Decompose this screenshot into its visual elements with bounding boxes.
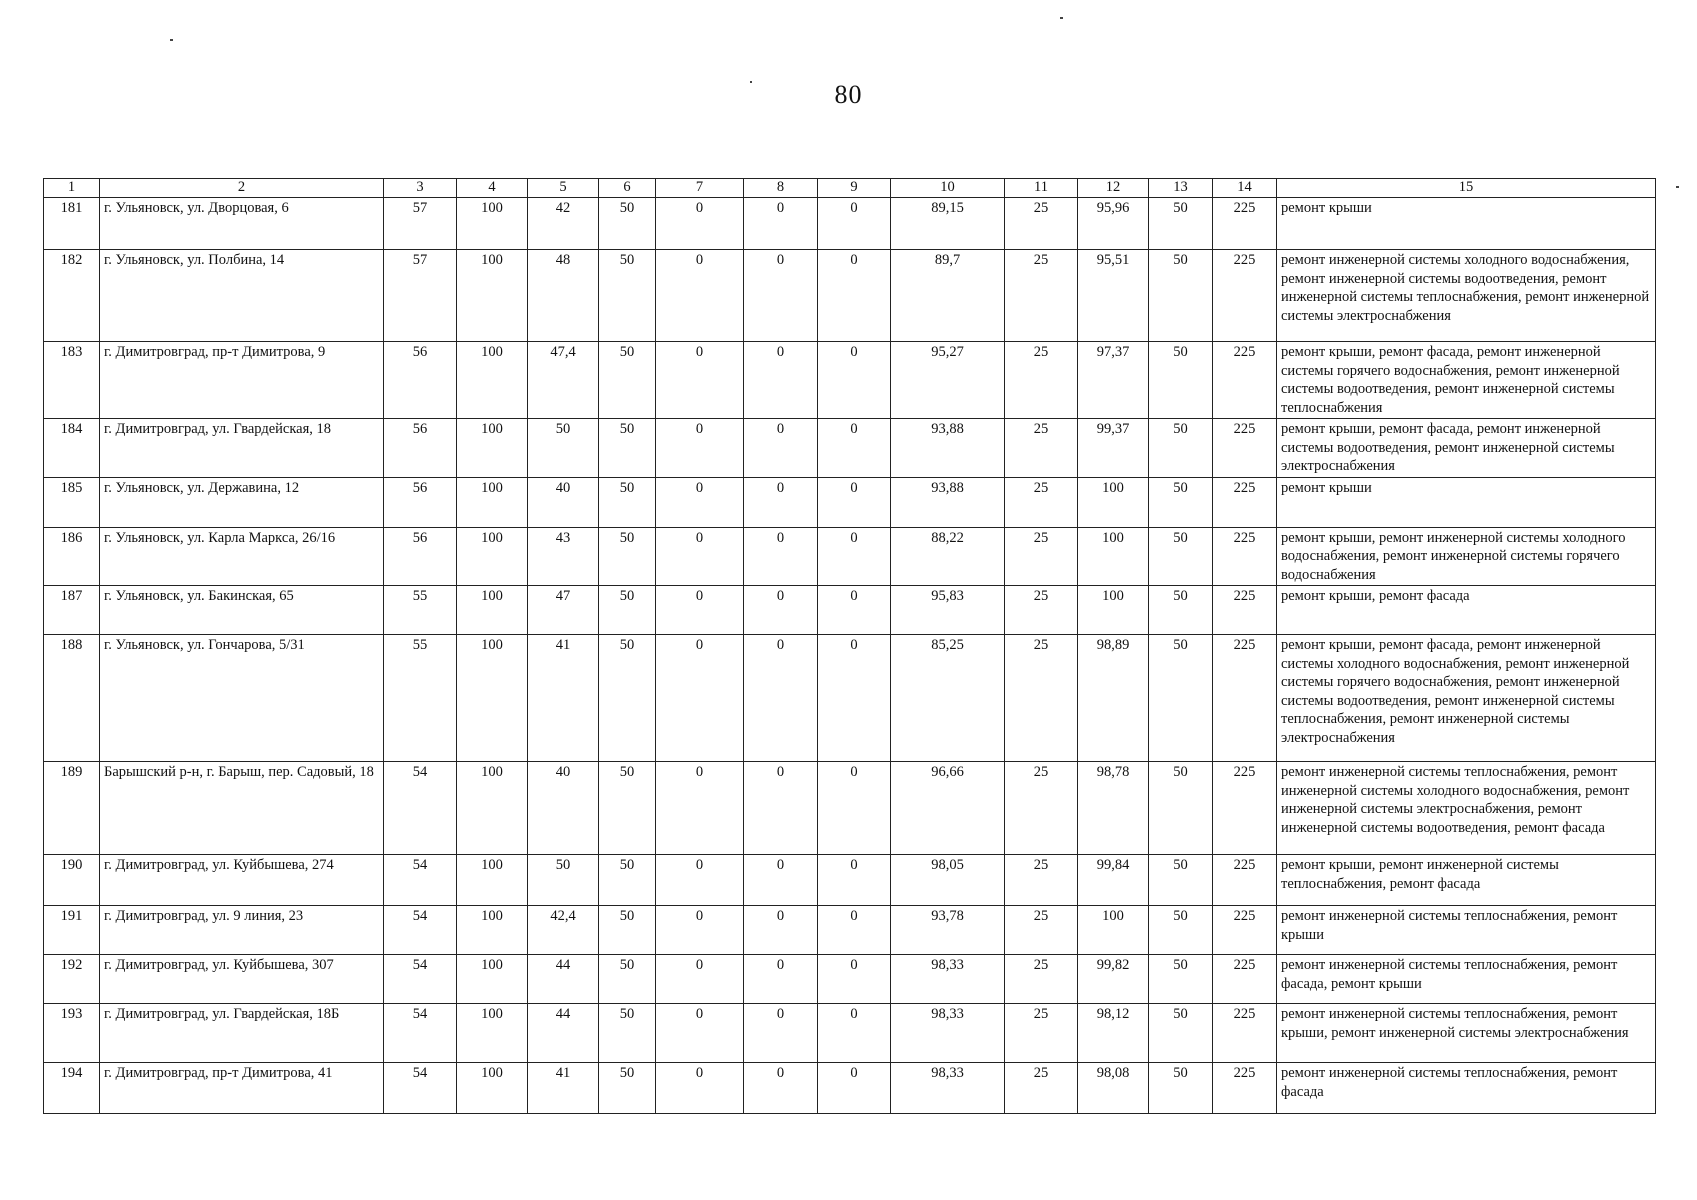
value-cell-col13: 50 [1149, 1063, 1213, 1114]
value-cell-col7: 0 [656, 342, 744, 419]
value-cell-col6: 50 [599, 635, 656, 762]
value-cell-col8: 0 [744, 419, 818, 478]
row-number: 194 [44, 1063, 100, 1114]
column-header-4: 4 [457, 179, 528, 198]
value-cell-col12: 98,78 [1078, 762, 1149, 855]
repair-program-table [43, 178, 1656, 1114]
value-cell-col7: 0 [656, 955, 744, 1004]
value-cell-col6: 50 [599, 762, 656, 855]
value-cell-col12: 100 [1078, 477, 1149, 527]
value-cell-col7: 0 [656, 1004, 744, 1063]
value-cell-col3: 56 [384, 342, 457, 419]
address-cell: г. Ульяновск, ул. Державина, 12 [100, 477, 384, 527]
value-cell-col9: 0 [818, 198, 891, 250]
value-cell-col10: 88,22 [891, 527, 1005, 586]
value-cell-col4: 100 [457, 855, 528, 906]
value-cell-col14: 225 [1213, 1004, 1277, 1063]
row-number: 191 [44, 906, 100, 955]
value-cell-col11: 25 [1005, 906, 1078, 955]
value-cell-col5: 41 [528, 635, 599, 762]
row-number: 186 [44, 527, 100, 586]
value-cell-col8: 0 [744, 477, 818, 527]
value-cell-col7: 0 [656, 906, 744, 955]
value-cell-col11: 25 [1005, 342, 1078, 419]
value-cell-col13: 50 [1149, 527, 1213, 586]
works-cell: ремонт инженерной системы теплоснабжения, ремонт инженерной системы холодного водоснабжения, ремонт инженерной системы электроснабжения, ремонт инженерной системы водоотведения, ремонт фасада [1277, 762, 1656, 855]
value-cell-col8: 0 [744, 342, 818, 419]
value-cell-col6: 50 [599, 855, 656, 906]
scan-speck [1060, 17, 1063, 19]
address-cell: г. Димитровград, пр-т Димитрова, 41 [100, 1063, 384, 1114]
value-cell-col6: 50 [599, 1004, 656, 1063]
value-cell-col3: 56 [384, 419, 457, 478]
value-cell-col14: 225 [1213, 477, 1277, 527]
table-row [44, 419, 1656, 478]
value-cell-col6: 50 [599, 906, 656, 955]
value-cell-col4: 100 [457, 1004, 528, 1063]
value-cell-col13: 50 [1149, 198, 1213, 250]
value-cell-col14: 225 [1213, 906, 1277, 955]
value-cell-col11: 25 [1005, 477, 1078, 527]
table-row [44, 635, 1656, 762]
column-header-10: 10 [891, 179, 1005, 198]
value-cell-col12: 99,84 [1078, 855, 1149, 906]
value-cell-col6: 50 [599, 586, 656, 635]
value-cell-col6: 50 [599, 419, 656, 478]
value-cell-col14: 225 [1213, 1063, 1277, 1114]
value-cell-col8: 0 [744, 906, 818, 955]
value-cell-col3: 55 [384, 635, 457, 762]
value-cell-col9: 0 [818, 342, 891, 419]
value-cell-col5: 50 [528, 419, 599, 478]
column-header-9: 9 [818, 179, 891, 198]
value-cell-col4: 100 [457, 906, 528, 955]
value-cell-col12: 99,37 [1078, 419, 1149, 478]
value-cell-col14: 225 [1213, 586, 1277, 635]
value-cell-col7: 0 [656, 635, 744, 762]
value-cell-col14: 225 [1213, 419, 1277, 478]
value-cell-col6: 50 [599, 527, 656, 586]
value-cell-col4: 100 [457, 342, 528, 419]
column-header-7: 7 [656, 179, 744, 198]
value-cell-col6: 50 [599, 477, 656, 527]
value-cell-col7: 0 [656, 586, 744, 635]
table-row [44, 586, 1656, 635]
value-cell-col7: 0 [656, 527, 744, 586]
table-body [44, 198, 1656, 1114]
address-cell: Барышский р-н, г. Барыш, пер. Садовый, 18 [100, 762, 384, 855]
address-cell: г. Ульяновск, ул. Дворцовая, 6 [100, 198, 384, 250]
address-cell: г. Димитровград, ул. Гвардейская, 18 [100, 419, 384, 478]
column-header-5: 5 [528, 179, 599, 198]
value-cell-col3: 54 [384, 762, 457, 855]
row-number: 181 [44, 198, 100, 250]
value-cell-col11: 25 [1005, 1004, 1078, 1063]
row-number: 185 [44, 477, 100, 527]
value-cell-col13: 50 [1149, 250, 1213, 342]
value-cell-col3: 54 [384, 1063, 457, 1114]
value-cell-col8: 0 [744, 762, 818, 855]
value-cell-col3: 57 [384, 198, 457, 250]
table-row [44, 342, 1656, 419]
value-cell-col4: 100 [457, 250, 528, 342]
table-row [44, 1063, 1656, 1114]
value-cell-col4: 100 [457, 586, 528, 635]
works-cell: ремонт крыши [1277, 198, 1656, 250]
column-header-14: 14 [1213, 179, 1277, 198]
row-number: 184 [44, 419, 100, 478]
value-cell-col10: 96,66 [891, 762, 1005, 855]
address-cell: г. Ульяновск, ул. Карла Маркса, 26/16 [100, 527, 384, 586]
page-number: 80 [834, 80, 863, 109]
value-cell-col5: 44 [528, 955, 599, 1004]
value-cell-col5: 44 [528, 1004, 599, 1063]
table-row [44, 906, 1656, 955]
address-cell: г. Димитровград, ул. 9 линия, 23 [100, 906, 384, 955]
value-cell-col13: 50 [1149, 635, 1213, 762]
value-cell-col4: 100 [457, 635, 528, 762]
value-cell-col3: 54 [384, 855, 457, 906]
column-header-8: 8 [744, 179, 818, 198]
value-cell-col5: 41 [528, 1063, 599, 1114]
table-row [44, 477, 1656, 527]
value-cell-col12: 95,51 [1078, 250, 1149, 342]
address-cell: г. Димитровград, ул. Куйбышева, 274 [100, 855, 384, 906]
value-cell-col7: 0 [656, 198, 744, 250]
table-row [44, 250, 1656, 342]
value-cell-col9: 0 [818, 527, 891, 586]
value-cell-col10: 89,15 [891, 198, 1005, 250]
value-cell-col4: 100 [457, 198, 528, 250]
column-header-6: 6 [599, 179, 656, 198]
works-cell: ремонт инженерной системы теплоснабжения, ремонт крыши [1277, 906, 1656, 955]
value-cell-col14: 225 [1213, 955, 1277, 1004]
value-cell-col9: 0 [818, 1063, 891, 1114]
value-cell-col11: 25 [1005, 586, 1078, 635]
value-cell-col14: 225 [1213, 762, 1277, 855]
value-cell-col9: 0 [818, 855, 891, 906]
value-cell-col9: 0 [818, 762, 891, 855]
value-cell-col10: 98,05 [891, 855, 1005, 906]
row-number: 188 [44, 635, 100, 762]
table-row [44, 1004, 1656, 1063]
value-cell-col10: 98,33 [891, 955, 1005, 1004]
row-number: 192 [44, 955, 100, 1004]
value-cell-col8: 0 [744, 1063, 818, 1114]
address-cell: г. Ульяновск, ул. Бакинская, 65 [100, 586, 384, 635]
value-cell-col13: 50 [1149, 855, 1213, 906]
value-cell-col10: 93,88 [891, 419, 1005, 478]
value-cell-col5: 48 [528, 250, 599, 342]
value-cell-col11: 25 [1005, 855, 1078, 906]
value-cell-col12: 100 [1078, 906, 1149, 955]
value-cell-col8: 0 [744, 955, 818, 1004]
value-cell-col4: 100 [457, 419, 528, 478]
value-cell-col8: 0 [744, 1004, 818, 1063]
value-cell-col11: 25 [1005, 955, 1078, 1004]
column-header-15: 15 [1277, 179, 1656, 198]
value-cell-col9: 0 [818, 419, 891, 478]
row-number: 183 [44, 342, 100, 419]
value-cell-col4: 100 [457, 527, 528, 586]
value-cell-col5: 43 [528, 527, 599, 586]
value-cell-col10: 95,27 [891, 342, 1005, 419]
value-cell-col9: 0 [818, 955, 891, 1004]
works-cell: ремонт инженерной системы теплоснабжения, ремонт фасада, ремонт крыши [1277, 955, 1656, 1004]
value-cell-col4: 100 [457, 477, 528, 527]
value-cell-col5: 42,4 [528, 906, 599, 955]
value-cell-col5: 47 [528, 586, 599, 635]
value-cell-col5: 42 [528, 198, 599, 250]
column-header-3: 3 [384, 179, 457, 198]
value-cell-col3: 54 [384, 955, 457, 1004]
value-cell-col12: 99,82 [1078, 955, 1149, 1004]
row-number: 190 [44, 855, 100, 906]
value-cell-col11: 25 [1005, 762, 1078, 855]
scan-speck [170, 39, 173, 41]
value-cell-col11: 25 [1005, 250, 1078, 342]
value-cell-col5: 40 [528, 762, 599, 855]
value-cell-col6: 50 [599, 250, 656, 342]
value-cell-col8: 0 [744, 586, 818, 635]
scan-speck [1676, 186, 1679, 188]
value-cell-col9: 0 [818, 250, 891, 342]
column-number-row [44, 179, 1656, 198]
value-cell-col13: 50 [1149, 955, 1213, 1004]
value-cell-col3: 56 [384, 477, 457, 527]
column-header-13: 13 [1149, 179, 1213, 198]
value-cell-col12: 98,12 [1078, 1004, 1149, 1063]
value-cell-col12: 98,08 [1078, 1063, 1149, 1114]
value-cell-col14: 225 [1213, 250, 1277, 342]
value-cell-col10: 95,83 [891, 586, 1005, 635]
value-cell-col13: 50 [1149, 477, 1213, 527]
row-number: 189 [44, 762, 100, 855]
value-cell-col13: 50 [1149, 1004, 1213, 1063]
value-cell-col14: 225 [1213, 198, 1277, 250]
value-cell-col11: 25 [1005, 198, 1078, 250]
value-cell-col8: 0 [744, 198, 818, 250]
value-cell-col7: 0 [656, 419, 744, 478]
value-cell-col9: 0 [818, 1004, 891, 1063]
works-cell: ремонт крыши, ремонт фасада, ремонт инженерной системы горячего водоснабжения, ремонт инженерной системы водоотведения, ремонт инженерной системы теплоснабжения [1277, 342, 1656, 419]
column-header-2: 2 [100, 179, 384, 198]
value-cell-col9: 0 [818, 635, 891, 762]
value-cell-col4: 100 [457, 762, 528, 855]
value-cell-col4: 100 [457, 955, 528, 1004]
works-cell: ремонт крыши, ремонт фасада [1277, 586, 1656, 635]
value-cell-col13: 50 [1149, 586, 1213, 635]
value-cell-col6: 50 [599, 955, 656, 1004]
value-cell-col6: 50 [599, 1063, 656, 1114]
value-cell-col13: 50 [1149, 906, 1213, 955]
value-cell-col14: 225 [1213, 342, 1277, 419]
address-cell: г. Димитровград, ул. Гвардейская, 18Б [100, 1004, 384, 1063]
value-cell-col12: 97,37 [1078, 342, 1149, 419]
value-cell-col8: 0 [744, 527, 818, 586]
value-cell-col12: 100 [1078, 527, 1149, 586]
value-cell-col3: 54 [384, 906, 457, 955]
value-cell-col8: 0 [744, 635, 818, 762]
value-cell-col4: 100 [457, 1063, 528, 1114]
value-cell-col14: 225 [1213, 635, 1277, 762]
value-cell-col3: 57 [384, 250, 457, 342]
value-cell-col12: 98,89 [1078, 635, 1149, 762]
works-cell: ремонт крыши, ремонт инженерной системы холодного водоснабжения, ремонт инженерной системы горячего водоснабжения [1277, 527, 1656, 586]
value-cell-col11: 25 [1005, 635, 1078, 762]
value-cell-col5: 40 [528, 477, 599, 527]
value-cell-col5: 47,4 [528, 342, 599, 419]
table-row [44, 762, 1656, 855]
value-cell-col3: 54 [384, 1004, 457, 1063]
works-cell: ремонт инженерной системы холодного водоснабжения, ремонт инженерной системы водоотведения, ремонт инженерной системы теплоснабжения, ремонт инженерной системы электроснабжения [1277, 250, 1656, 342]
column-header-12: 12 [1078, 179, 1149, 198]
value-cell-col3: 55 [384, 586, 457, 635]
value-cell-col8: 0 [744, 250, 818, 342]
table-row [44, 955, 1656, 1004]
value-cell-col13: 50 [1149, 762, 1213, 855]
value-cell-col12: 95,96 [1078, 198, 1149, 250]
value-cell-col7: 0 [656, 250, 744, 342]
value-cell-col6: 50 [599, 342, 656, 419]
works-cell: ремонт инженерной системы теплоснабжения, ремонт фасада [1277, 1063, 1656, 1114]
value-cell-col7: 0 [656, 1063, 744, 1114]
value-cell-col11: 25 [1005, 1063, 1078, 1114]
value-cell-col13: 50 [1149, 342, 1213, 419]
column-header-1: 1 [44, 179, 100, 198]
table-row [44, 198, 1656, 250]
scan-speck [750, 81, 752, 83]
works-cell: ремонт крыши, ремонт фасада, ремонт инженерной системы холодного водоснабжения, ремонт инженерной системы горячего водоснабжения, ремонт инженерной системы водоотведения, ремонт инженерной системы теплоснабжения, ремонт инженерной системы электроснабжения [1277, 635, 1656, 762]
value-cell-col6: 50 [599, 198, 656, 250]
value-cell-col13: 50 [1149, 419, 1213, 478]
works-cell: ремонт крыши [1277, 477, 1656, 527]
value-cell-col8: 0 [744, 855, 818, 906]
value-cell-col5: 50 [528, 855, 599, 906]
column-header-11: 11 [1005, 179, 1078, 198]
value-cell-col12: 100 [1078, 586, 1149, 635]
address-cell: г. Ульяновск, ул. Гончарова, 5/31 [100, 635, 384, 762]
address-cell: г. Димитровград, пр-т Димитрова, 9 [100, 342, 384, 419]
value-cell-col10: 93,88 [891, 477, 1005, 527]
address-cell: г. Димитровград, ул. Куйбышева, 307 [100, 955, 384, 1004]
works-cell: ремонт инженерной системы теплоснабжения, ремонт крыши, ремонт инженерной системы электроснабжения [1277, 1004, 1656, 1063]
value-cell-col10: 98,33 [891, 1004, 1005, 1063]
row-number: 182 [44, 250, 100, 342]
value-cell-col14: 225 [1213, 855, 1277, 906]
table-row [44, 527, 1656, 586]
row-number: 193 [44, 1004, 100, 1063]
value-cell-col7: 0 [656, 855, 744, 906]
value-cell-col9: 0 [818, 906, 891, 955]
value-cell-col10: 85,25 [891, 635, 1005, 762]
works-cell: ремонт крыши, ремонт фасада, ремонт инженерной системы водоотведения, ремонт инженерной системы электроснабжения [1277, 419, 1656, 478]
value-cell-col11: 25 [1005, 527, 1078, 586]
value-cell-col10: 93,78 [891, 906, 1005, 955]
value-cell-col7: 0 [656, 762, 744, 855]
value-cell-col11: 25 [1005, 419, 1078, 478]
table-row [44, 855, 1656, 906]
value-cell-col9: 0 [818, 586, 891, 635]
value-cell-col7: 0 [656, 477, 744, 527]
value-cell-col14: 225 [1213, 527, 1277, 586]
row-number: 187 [44, 586, 100, 635]
value-cell-col3: 56 [384, 527, 457, 586]
address-cell: г. Ульяновск, ул. Полбина, 14 [100, 250, 384, 342]
value-cell-col10: 98,33 [891, 1063, 1005, 1114]
value-cell-col9: 0 [818, 477, 891, 527]
value-cell-col10: 89,7 [891, 250, 1005, 342]
works-cell: ремонт крыши, ремонт инженерной системы теплоснабжения, ремонт фасада [1277, 855, 1656, 906]
